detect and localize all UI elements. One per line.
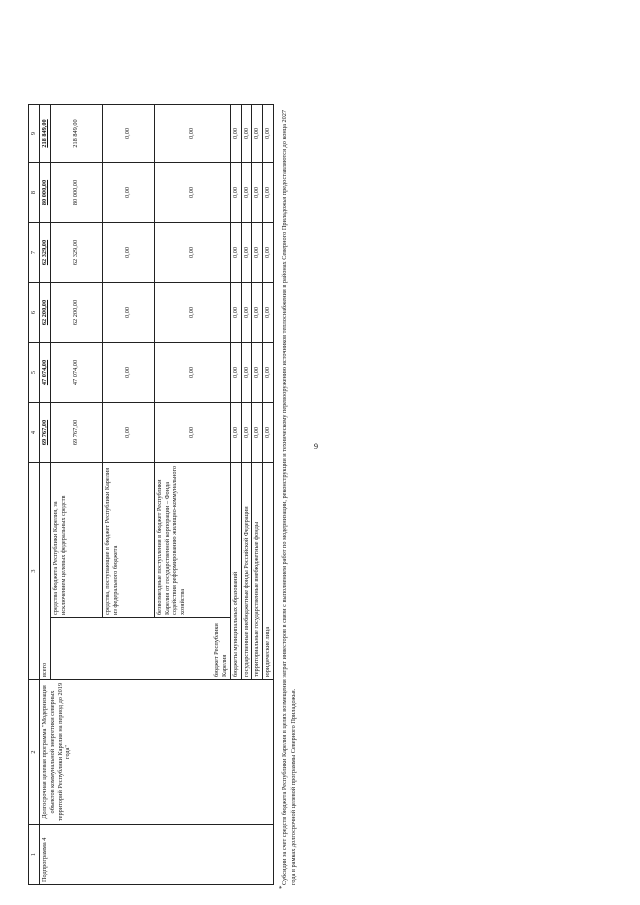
- value-cell: 0,00: [252, 343, 263, 403]
- budget-label: бюджет Республики Карелия: [50, 618, 230, 680]
- value-cell: 0,00: [102, 403, 154, 463]
- value-cell: 62 200,00: [39, 283, 50, 343]
- value-cell: 0,00: [241, 163, 252, 223]
- value-cell: 0,00: [154, 403, 230, 463]
- value-cell: 0,00: [230, 105, 241, 163]
- value-cell: 62 329,00: [50, 223, 102, 283]
- value-cell: 0,00: [252, 163, 263, 223]
- header-cell: 3: [29, 463, 40, 680]
- header-cell: 8: [29, 163, 40, 223]
- value-cell: 218 849,00: [39, 105, 50, 163]
- value-cell: 80 000,00: [39, 163, 50, 223]
- value-cell: 0,00: [102, 223, 154, 283]
- value-cell: 0,00: [263, 343, 274, 403]
- value-cell: 0,00: [241, 343, 252, 403]
- value-cell: 69 767,00: [39, 403, 50, 463]
- value-cell: 0,00: [263, 223, 274, 283]
- value-cell: 0,00: [102, 105, 154, 163]
- row-label: бюджеты муниципальных образований: [230, 463, 241, 680]
- value-cell: 0,00: [230, 283, 241, 343]
- value-cell: 0,00: [263, 283, 274, 343]
- value-cell: 0,00: [230, 163, 241, 223]
- row-label: средства бюджета Республики Карелия, за исключением целевых федеральных средств: [50, 463, 102, 618]
- header-cell: 7: [29, 223, 40, 283]
- table-row: [39, 105, 50, 885]
- row-label: средства, поступающие в бюджет Республики Карелия из федерального бюджета: [102, 463, 154, 618]
- financing-table: [28, 104, 274, 885]
- value-cell: 62 200,00: [50, 283, 102, 343]
- rotated-page: [28, 95, 328, 889]
- value-cell: 0,00: [154, 223, 230, 283]
- value-cell: 0,00: [263, 403, 274, 463]
- header-row: [29, 105, 40, 885]
- value-cell: 0,00: [154, 283, 230, 343]
- value-cell: 0,00: [154, 343, 230, 403]
- header-cell: 9: [29, 105, 40, 163]
- value-cell: 0,00: [230, 403, 241, 463]
- header-cell: 6: [29, 283, 40, 343]
- footnote-mark: *: [278, 885, 286, 889]
- row-label: безвозмездные поступления в бюджет Республики Карелия от государственной корпорации – Фонда содействия реформированию жилищно-коммунального хозяйства: [154, 463, 230, 618]
- value-cell: 47 074,00: [50, 343, 102, 403]
- header-cell: 4: [29, 403, 40, 463]
- row-label: всего: [39, 463, 50, 680]
- value-cell: 0,00: [263, 163, 274, 223]
- row-label: юридические лица: [263, 463, 274, 680]
- value-cell: 0,00: [230, 223, 241, 283]
- value-cell: 0,00: [102, 163, 154, 223]
- page-number: 9: [314, 442, 318, 451]
- program-code: Подпрограмма 4: [39, 825, 273, 885]
- value-cell: 0,00: [252, 403, 263, 463]
- footnote: Субсидии за счет средств бюджета Республики Карелия в целях возмещения затрат инвесторов в связи с выполнением работ по модернизации, реконструкции и техническому перевооружению источников теплоснабжения в районах Северного Приладожья предоставляются до конца 2027 года в рамках долгосрочной целевой программы Северного Приладожья.: [281, 109, 297, 885]
- value-cell: 0,00: [154, 163, 230, 223]
- header-cell: 1: [29, 825, 40, 885]
- row-label: территориальные государственные внебюджетные фонды: [252, 463, 263, 680]
- header-cell: 5: [29, 343, 40, 403]
- row-label: государственные внебюджетные фонды Российской Федерации: [241, 463, 252, 680]
- value-cell: 0,00: [230, 343, 241, 403]
- value-cell: 62 329,00: [39, 223, 50, 283]
- value-cell: 0,00: [263, 105, 274, 163]
- value-cell: 0,00: [252, 223, 263, 283]
- header-cell: 2: [29, 680, 40, 825]
- value-cell: 0,00: [252, 105, 263, 163]
- value-cell: 69 767,00: [50, 403, 102, 463]
- value-cell: 0,00: [241, 223, 252, 283]
- value-cell: 0,00: [102, 343, 154, 403]
- value-cell: 47 074,00: [39, 343, 50, 403]
- value-cell: 0,00: [241, 283, 252, 343]
- value-cell: 0,00: [241, 105, 252, 163]
- value-cell: 0,00: [154, 105, 230, 163]
- value-cell: 218 849,00: [50, 105, 102, 163]
- value-cell: 0,00: [252, 283, 263, 343]
- program-name: Долгосрочная целевая программа "Модернизация объектов коммунальной энергетики северных территорий Республики Карелия на период до 2019 года": [39, 680, 273, 825]
- value-cell: 0,00: [102, 283, 154, 343]
- value-cell: 0,00: [241, 403, 252, 463]
- value-cell: 80 000,00: [50, 163, 102, 223]
